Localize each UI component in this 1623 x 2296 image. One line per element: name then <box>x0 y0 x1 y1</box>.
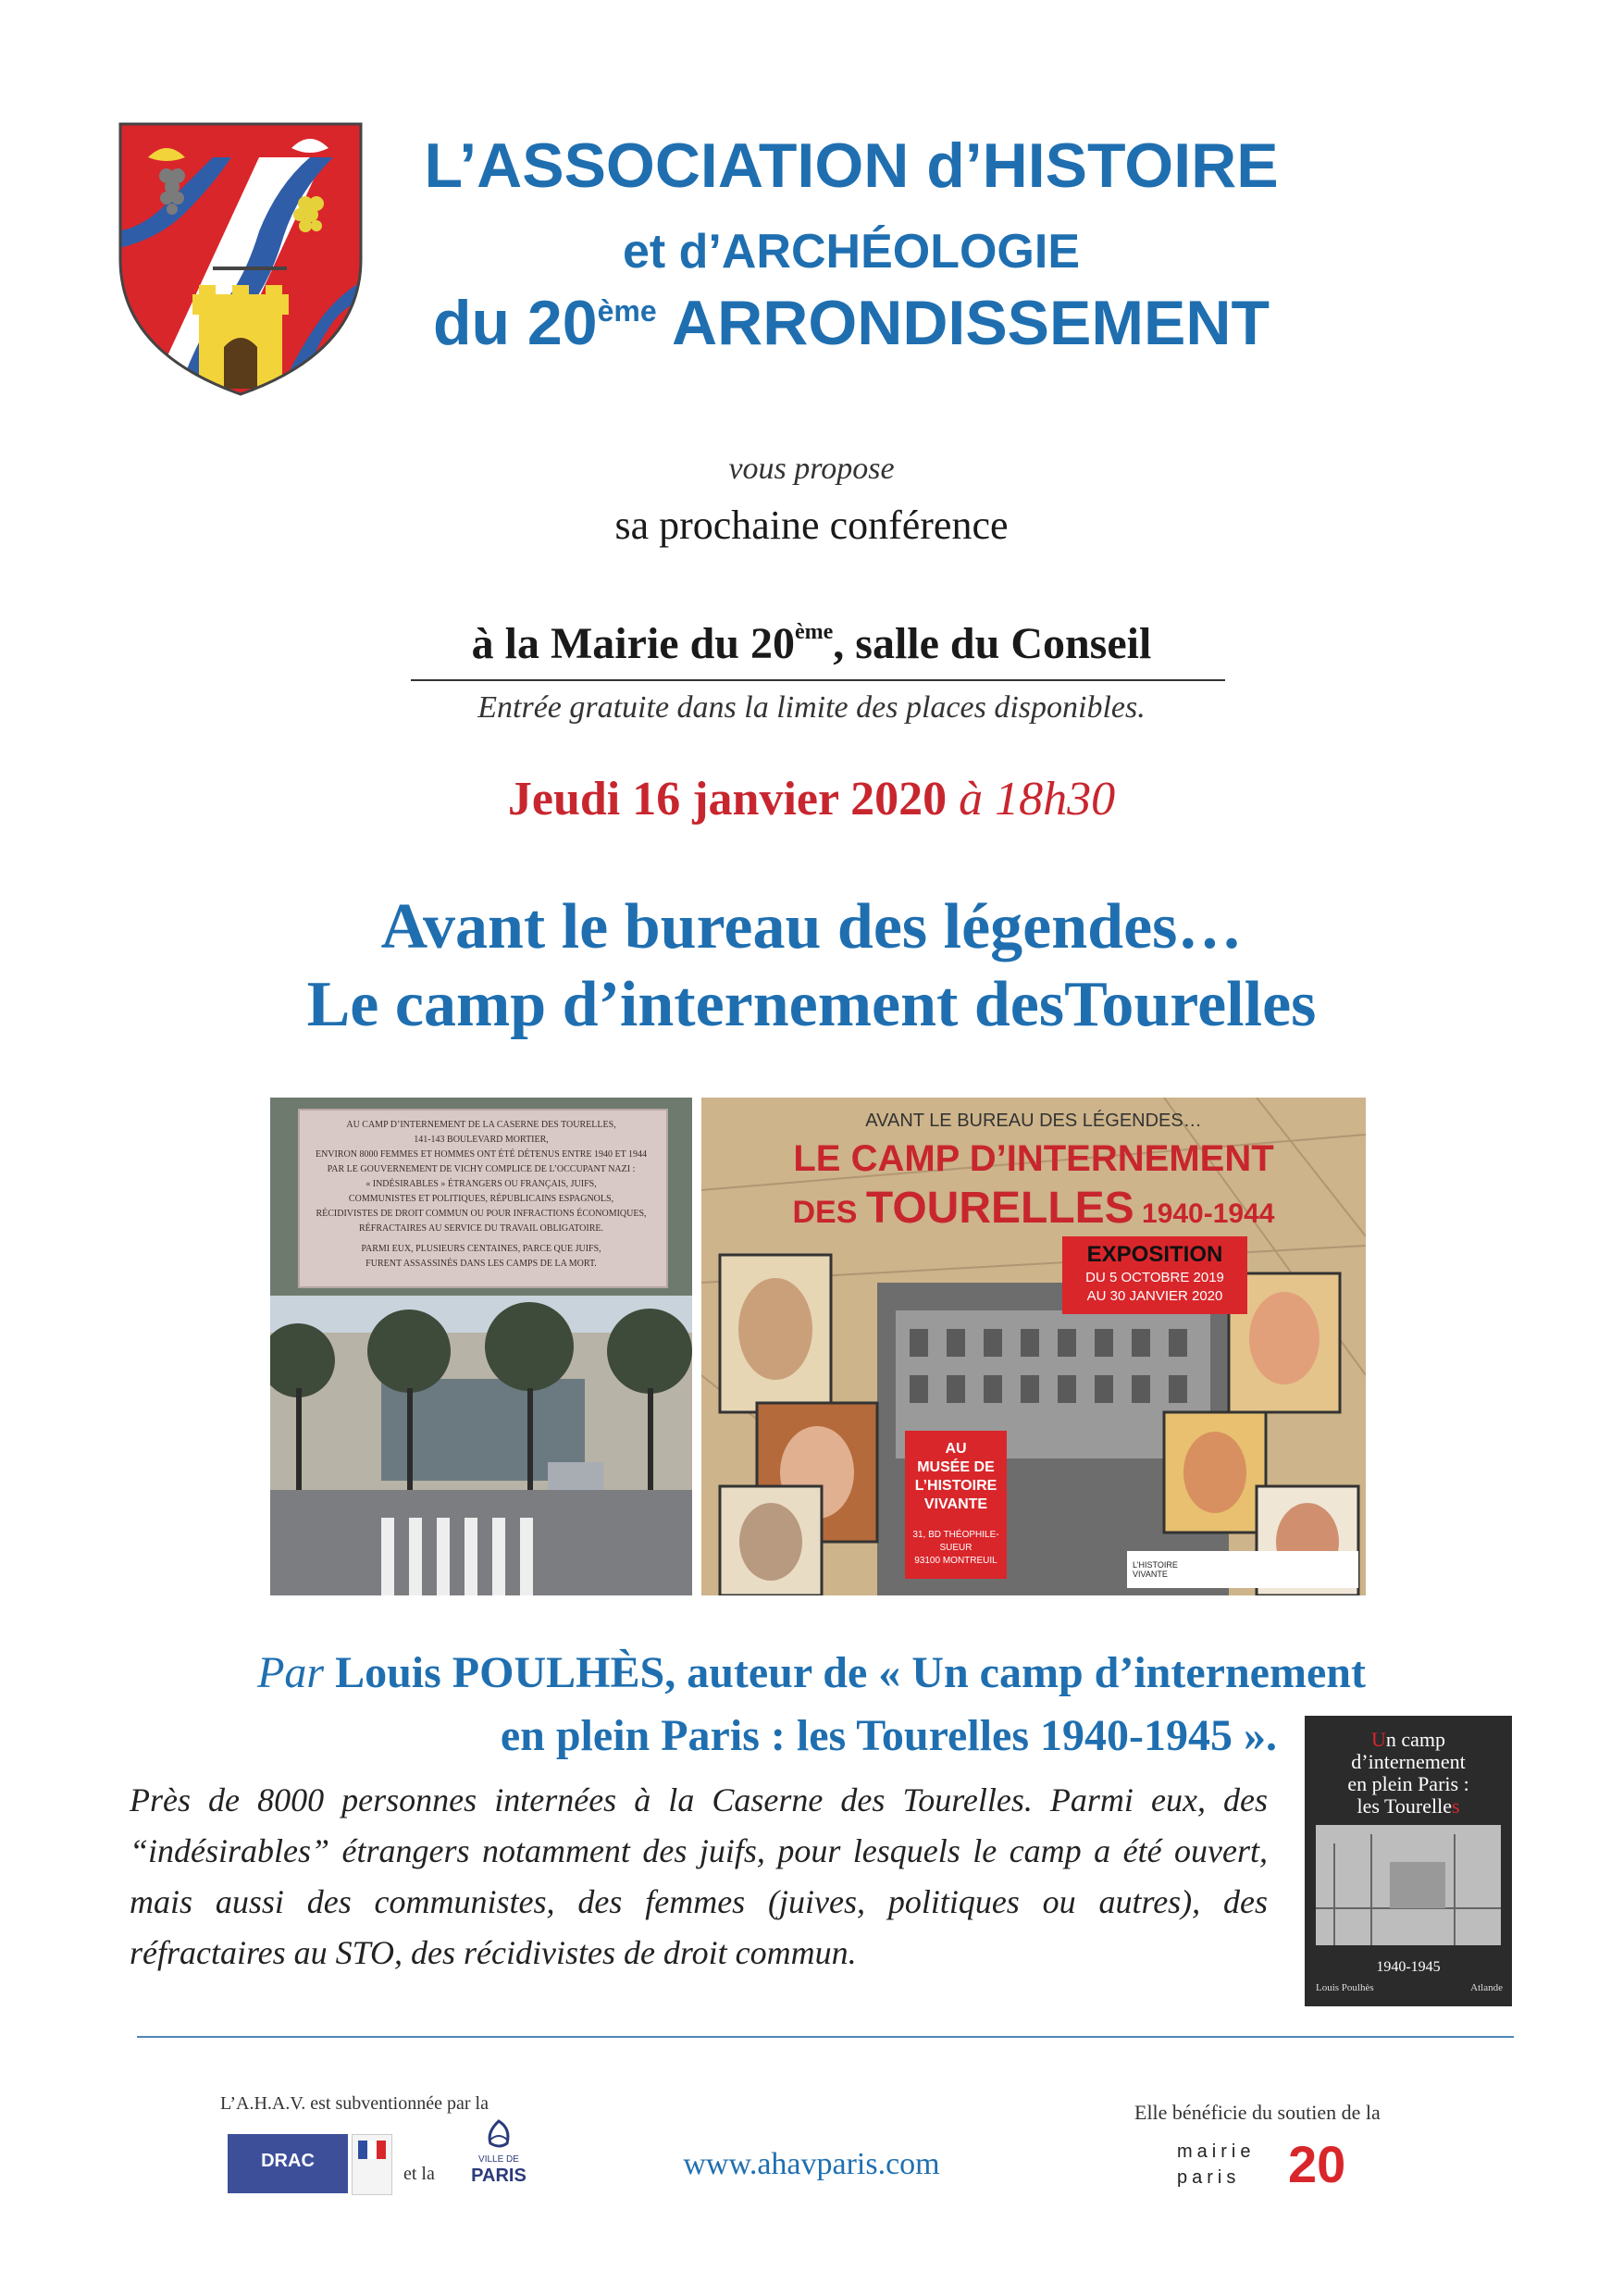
memorial-plaque-photo <box>270 1098 692 1296</box>
plaque-line: FURENT ASSASSINÉS DANS LES CAMPS DE LA MORT. <box>365 1259 597 1269</box>
divider <box>411 679 1225 681</box>
plaque-line: AU CAMP D’INTERNEMENT DE LA CASERNE DES TOURELLES, <box>346 1120 616 1130</box>
poster-expo-dates-1: DU 5 OCTOBRE 2019 <box>1085 1270 1224 1285</box>
poster-musee: AU MUSÉE DE L’HISTOIRE VIVANTE <box>914 1441 997 1512</box>
plaque-line: 141-143 BOULEVARD MORTIER, <box>414 1135 549 1145</box>
website-link[interactable]: www.ahavparis.com <box>683 2147 940 2181</box>
poster-title-line1: LE CAMP D’INTERNEMENT <box>793 1138 1274 1179</box>
drac-logo: DRAC <box>228 2134 390 2193</box>
event-date: Jeudi 16 janvier 2020 à 18h30 <box>507 773 1116 825</box>
plaque-line: PARMI EUX, PLUSIEURS CENTAINES, PARCE QUE JUIFS, <box>361 1244 601 1254</box>
poster-address: 31, BD THÉOPHILE-SUEUR 93100 MONTREUIL <box>912 1530 999 1566</box>
poster-title-line2: DES TOURELLES 1940-1944 <box>792 1184 1275 1233</box>
plaque-line: RÉFRACTAIRES AU SERVICE DU TRAVAIL OBLIGATOIRE. <box>359 1223 603 1234</box>
plaque-line: « INDÉSIRABLES » ÉTRANGERS OU FRANÇAIS, JUIFS, <box>365 1179 597 1189</box>
plaque-line: PAR LE GOUVERNEMENT DE VICHY COMPLICE DE L’OCCUPANT NAZI : <box>327 1164 636 1174</box>
footer-divider <box>137 2036 1514 2038</box>
poster-expo-dates-2: AU 30 JANVIER 2020 <box>1086 1288 1223 1304</box>
book-cover: Un camp d’internement en plein Paris : les Tourelles 1940-1945 Louis Poulhès Atlande <box>1305 1716 1512 2006</box>
author-line2: en plein Paris : les Tourelles 1940-1945 ». <box>500 1711 1277 1760</box>
venue: à la Mairie du 20ème, salle du Conseil <box>471 619 1152 668</box>
poster-expo-label: EXPOSITION <box>1086 1242 1223 1267</box>
poster-sponsor-logo: L’HISTOIRE VIVANTE <box>1133 1560 1178 1579</box>
poster-top-text: AVANT LE BUREAU DES LÉGENDES… <box>865 1111 1202 1131</box>
support-text: Elle bénéficie du soutien de la <box>1134 2101 1381 2124</box>
subvention-text: L’A.H.A.V. est subventionnée par la <box>220 2093 489 2114</box>
plaque-line: ENVIRON 8000 FEMMES ET HOMMES ONT ÉTÉ DÉTENUS ENTRE 1940 ET 1944 <box>315 1149 648 1160</box>
conference-title-line2: Le camp d’internement desTourelles <box>306 969 1317 1040</box>
propose-text: vous propose <box>728 452 895 486</box>
plaque-line: COMMUNISTES ET POLITIQUES, RÉPUBLICAINS ESPAGNOLS, <box>348 1194 614 1204</box>
association-name-line3: du 20ème ARRONDISSEMENT <box>432 288 1270 358</box>
coat-of-arms-logo <box>111 120 370 398</box>
entry-note: Entrée gratuite dans la limite des places disponibles. <box>477 690 1146 725</box>
exhibition-poster <box>701 1098 1366 1595</box>
association-name-line2: et d’ARCHÉOLOGIE <box>622 225 1081 279</box>
conference-title-line1: Avant le bureau des légendes… <box>380 891 1243 962</box>
and-text: et la <box>403 2164 435 2184</box>
street-photo <box>270 1296 692 1595</box>
description: Près de 8000 personnes internées à la Caserne des Tourelles. Parmi eux, des “indésirables” étrangers notamment des juifs, pour lesquels le camp a été ouvert, mais aussi des communistes, des femmes (juives, politiques ou autres), des réfractaires au STO, des récidivistes de droit commun. <box>130 1781 1268 1971</box>
plaque-line: RÉCIDIVISTES DE DROIT COMMUN OU POUR INFRACTIONS ÉCONOMIQUES, <box>316 1209 647 1219</box>
association-name-line1: L’ASSOCIATION d’HISTOIRE <box>424 130 1279 201</box>
conference-intro: sa prochaine conférence <box>614 503 1009 548</box>
ville-de-paris-logo: VILLE DE PARIS <box>463 2119 535 2191</box>
mairie-paris-20-logo: mairie paris 20 <box>1177 2135 1346 2193</box>
author-line1: Par Louis POULHÈS, auteur de « Un camp d’internement <box>257 1648 1366 1697</box>
